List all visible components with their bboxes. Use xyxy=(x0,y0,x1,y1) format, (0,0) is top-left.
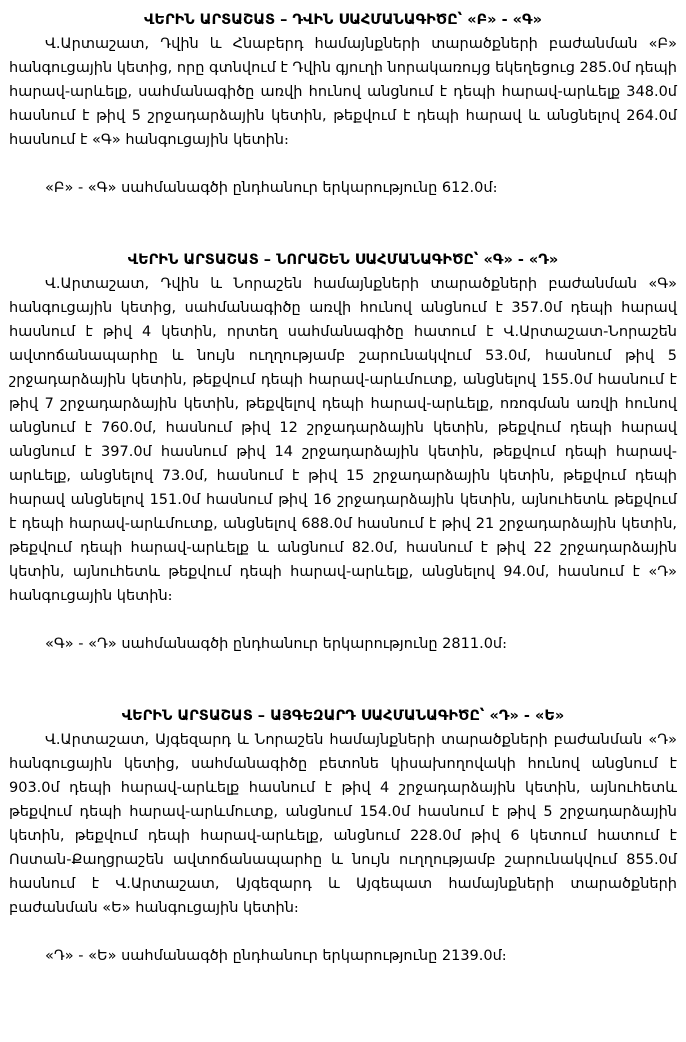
section-border-g-d xyxy=(9,248,677,656)
body-paragraph: Վ.Արտաշատ, Այգեզարդ և Նորաշեն համայնքների տարածքների բաժանման «Դ» հանգուցային կետից, սահմանագիծը բետոնե կիսախողովակի հունով անցնում է 903.0մ դեպի հարավ-արևելք հասնում է թիվ 4 շրջադարձային կետին, այնուհետև թեքվում դեպի հարավ-արևմուտք, անցնում 154.0մ հասնում է թիվ 5 շրջադարձային կետին, թեքվում դեպի հարավ-արևելք, անցնում 228.0մ թիվ 6 կետում հատում է Ոստան-Քաղցրաշեն ավտոճանապարհը և նույն ուղղությամբ շարունակվում 855.0մ հասնում է Վ.Արտաշատ, Այգեզարդ և Այգեպատ համայնքների տարածքների բաժանման «Ե» հանգուցային կետին։ xyxy=(9,732,677,916)
section-heading: ՎԵՐԻՆ ԱՐՏԱՇԱՏ – ՆՈՐԱՇԵՆ ՍԱՀՄԱՆԱԳԻԾԸ՝ «Գ» - «Դ» xyxy=(127,252,559,268)
summary-line: «Գ» - «Դ» սահմանագծի ընդհանուր երկարությունը 2811.0մ։ xyxy=(45,636,507,652)
section-heading: ՎԵՐԻՆ ԱՐՏԱՇԱՏ – ԴՎԻՆ ՍԱՀՄԱՆԱԳԻԾԸ՝ «Բ» - «Գ» xyxy=(144,12,542,28)
summary-line: «Բ» - «Գ» սահմանագծի ընդհանուր երկարությունը 612.0մ։ xyxy=(45,180,498,196)
section-border-d-e xyxy=(9,704,677,968)
summary-line: «Դ» - «Ե» սահմանագծի ընդհանուր երկարությունը 2139.0մ։ xyxy=(45,948,507,964)
section-border-b-g xyxy=(9,8,677,200)
section-heading: ՎԵՐԻՆ ԱՐՏԱՇԱՏ – ԱՅԳԵԶԱՐԴ ՍԱՀՄԱՆԱԳԻԾԸ՝ «Դ» - «Ե» xyxy=(121,708,565,724)
body-paragraph: Վ.Արտաշատ, Դվին և Հնաբերդ համայնքների տարածքների բաժանման «Բ» հանգուցային կետից, որը գտնվում է Դվին գյուղի նորակառույց եկեղեցուց 285.0մ դեպի հարավ-արևելք, սահմանագիծը առվի հունով անցնում է դեպի հարավ-արևելք 348.0մ հասնում է թիվ 5 շրջադարձային կետին, թեքվում է դեպի հարավ և անցնելով 264.0մ հասնում է «Գ» հանգուցային կետին։ xyxy=(9,36,677,148)
body-paragraph: Վ.Արտաշատ, Դվին և Նորաշեն համայնքների տարածքների բաժանման «Գ» հանգուցային կետից, սահմանագիծը առվի հունով անցնում է 357.0մ դեպի հարավ հասնում է թիվ 4 կետին, որտեղ սահմանագիծը հատում է Վ.Արտաշատ-Նորաշեն ավտոճանապարհը և նույն ուղղությամբ շարունակվում 53.0մ, հասնում թիվ 5 շրջադարձային կետին, թեքվում դեպի հարավ-արևմուտք, անցնելով 155.0մ հասնում է թիվ 7 շրջադարձային կետին, թեքվելով դեպի հարավ-արևելք, ոռոգման առվի հունով անցնում է 760.0մ, հասնում թիվ 12 շրջադարձային կետին, թեքվում դեպի հարավ անցնում է 397.0մ հասնում թիվ 14 շրջադարձային կետին, թեքվում դեպի հարավ-արևելք, անցնելով 73.0մ, հասնում է թիվ 15 շրջադարձային կետին, թեքվում դեպի հարավ անցնելով 151.0մ հասնում թիվ 16 շրջադարձային կետին, այնուհետև թեքվում է դեպի հարավ-արևմուտք, անցնելով 688.0մ հասնում է թիվ 21 շրջադարձային կետին, թեքվում դեպի հարավ-արևելք և անցնում 82.0մ, հասնում է թիվ 22 շրջադարձային կետին, այնուհետև թեքվում դեպի հարավ-արևելք, անցնելով 94.0մ, հասնում է «Դ» հանգուցային կետին։ xyxy=(9,276,677,604)
